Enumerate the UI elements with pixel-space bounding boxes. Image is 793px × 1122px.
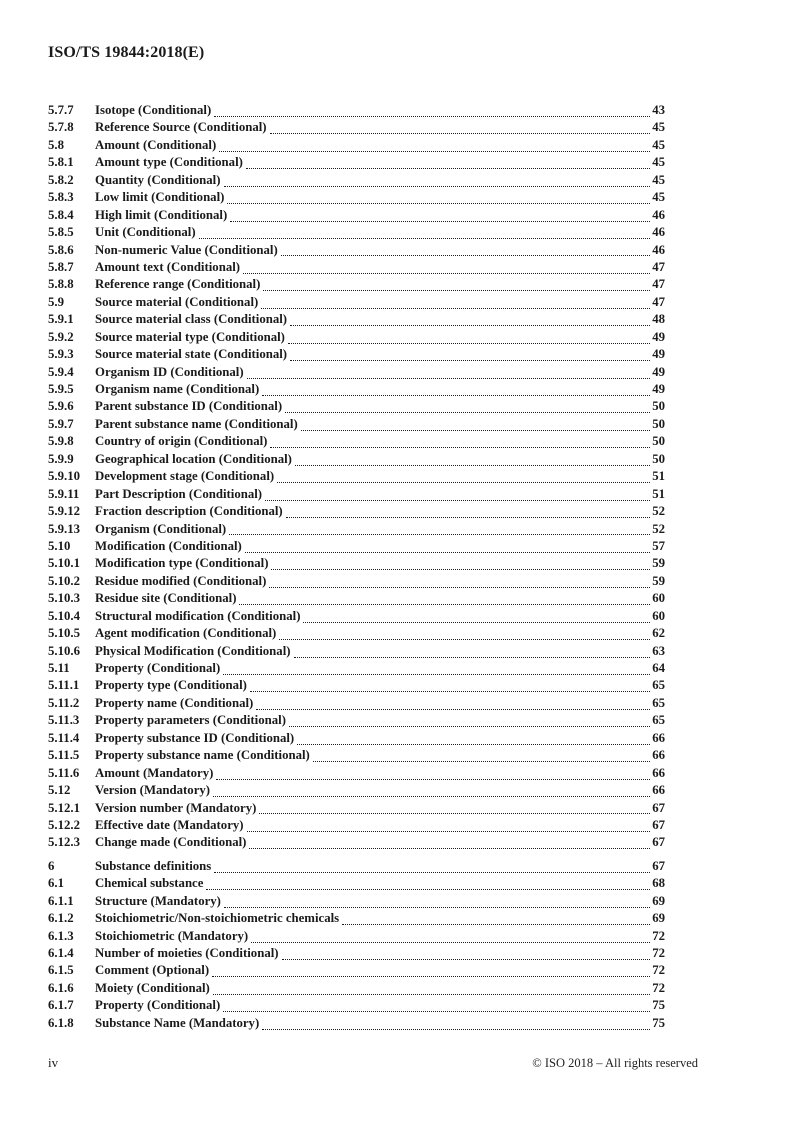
toc-entry-title: Change made (Conditional) [95, 835, 247, 850]
document-header-title: ISO/TS 19844:2018(E) [48, 44, 205, 61]
toc-entry-title: Development stage (Conditional) [95, 469, 275, 484]
dot-leader [290, 325, 650, 326]
toc-entry [48, 469, 665, 486]
toc-entry-number: 5.9.6 [48, 399, 74, 414]
toc-entry-title: Reference Source (Conditional) [95, 120, 267, 135]
dot-leader [313, 761, 650, 762]
dot-leader [212, 976, 650, 977]
toc-entry [48, 120, 665, 137]
toc-entry-title: Stoichiometric (Mandatory) [95, 928, 249, 943]
toc-entry-number: 5.11.5 [48, 748, 80, 763]
dot-leader [269, 587, 650, 588]
toc-entry-number: 5.11.3 [48, 713, 80, 728]
toc-entry [48, 138, 665, 155]
toc-entry-number: 5.8.7 [48, 259, 74, 274]
toc-entry-number: 6.1.5 [48, 963, 74, 978]
toc-entry-title: Amount (Mandatory) [95, 765, 214, 780]
toc-entry-page: 72 [652, 928, 665, 943]
toc-entry-number: 5.9.7 [48, 416, 74, 431]
toc-entry-page: 52 [652, 504, 665, 519]
toc-entry-number: 5.10.1 [48, 556, 80, 571]
toc-entry-title: Substance Name (Mandatory) [95, 1015, 260, 1030]
toc-entry-page: 45 [652, 190, 665, 205]
toc-entry [48, 591, 665, 608]
toc-entry-number: 5.10.2 [48, 573, 80, 588]
dot-leader [285, 412, 650, 413]
toc-entry-title: Comment (Optional) [95, 963, 210, 978]
dot-leader [247, 378, 651, 379]
dot-leader [256, 709, 650, 710]
toc-entry-number: 5.8.6 [48, 242, 74, 257]
toc-entry [48, 434, 665, 451]
toc-entry-title: Source material class (Conditional) [95, 312, 288, 327]
toc-entry-page: 59 [652, 573, 665, 588]
toc-entry-title: Residue site (Conditional) [95, 591, 237, 606]
toc-entry-title: Modification type (Conditional) [95, 556, 269, 571]
toc-entry-number: 5.10.4 [48, 608, 80, 623]
toc-entry-number: 5.9.11 [48, 486, 80, 501]
toc-entry-page: 57 [652, 538, 665, 553]
toc-entry-page: 62 [652, 626, 665, 641]
toc-entry [48, 911, 665, 928]
toc-entry-page: 45 [652, 120, 665, 135]
toc-entry-page: 46 [652, 207, 665, 222]
toc-entry-title: Source material type (Conditional) [95, 329, 285, 344]
toc-entry-page: 46 [652, 242, 665, 257]
toc-entry [48, 417, 665, 434]
toc-entry-page: 50 [652, 451, 665, 466]
toc-entry-title: Physical Modification (Conditional) [95, 643, 291, 658]
toc-entry [48, 103, 665, 120]
toc-entry-page: 67 [652, 858, 665, 873]
toc-entry-number: 5.11.2 [48, 695, 80, 710]
toc-entry-number: 6 [48, 858, 55, 873]
toc-entry-number: 5.8.4 [48, 207, 74, 222]
toc-entry-number: 6.1.4 [48, 946, 74, 960]
table-of-contents [48, 103, 665, 1033]
toc-entry-page: 50 [652, 416, 665, 431]
dot-leader [223, 1011, 650, 1012]
toc-entry-number: 5.8.2 [48, 172, 74, 187]
toc-entry-title: Property substance name (Conditional) [95, 748, 310, 763]
dot-leader [230, 221, 650, 222]
dot-leader [213, 994, 650, 995]
toc-entry-title: Amount (Conditional) [95, 137, 217, 152]
dot-leader [249, 848, 650, 849]
toc-entry [48, 713, 665, 730]
toc-entry-page: 72 [652, 946, 665, 960]
toc-entry-page: 63 [652, 643, 665, 658]
toc-entry [48, 1016, 665, 1033]
toc-entry-page: 65 [652, 678, 665, 693]
toc-entry-page: 51 [652, 469, 665, 484]
dot-leader [277, 482, 650, 483]
dot-leader [247, 831, 651, 832]
toc-entry-number: 6.1 [48, 876, 64, 891]
toc-entry-title: Substance definitions [95, 858, 212, 873]
toc-entry-page: 51 [652, 486, 665, 501]
toc-entry-number: 5.12 [48, 783, 71, 798]
dot-leader [223, 674, 650, 675]
dot-leader [259, 813, 650, 814]
toc-entry-title: Version number (Mandatory) [95, 800, 257, 815]
dot-leader [303, 622, 650, 623]
toc-entry-page: 46 [652, 225, 665, 240]
toc-entry-title: Source material state (Conditional) [95, 347, 288, 362]
toc-entry-page: 59 [652, 556, 665, 571]
toc-entry-number: 5.10.5 [48, 626, 80, 641]
toc-entry-number: 5.9.1 [48, 312, 74, 327]
toc-entry-number: 5.8.8 [48, 277, 74, 292]
toc-entry-page: 66 [652, 783, 665, 798]
toc-entry-number: 5.10.6 [48, 643, 80, 658]
toc-entry-page: 66 [652, 730, 665, 745]
dot-leader [271, 569, 650, 570]
toc-entry-title: Organism ID (Conditional) [95, 364, 244, 379]
toc-entry-page: 45 [652, 155, 665, 170]
toc-entry [48, 539, 665, 556]
toc-entry-number: 5.9.4 [48, 364, 74, 379]
dot-leader [270, 447, 650, 448]
dot-leader [289, 726, 650, 727]
dot-leader [214, 116, 650, 117]
toc-entry-number: 5.12.1 [48, 800, 80, 815]
toc-entry-number: 5.10.3 [48, 591, 80, 606]
toc-entry-page: 60 [652, 608, 665, 623]
toc-entry-page: 49 [652, 329, 665, 344]
toc-entry [48, 929, 665, 946]
toc-entry-number: 5.9.2 [48, 329, 74, 344]
toc-entry-number: 6.1.3 [48, 928, 74, 943]
toc-entry-title: Chemical substance [95, 876, 204, 891]
toc-entry-number: 6.1.8 [48, 1015, 74, 1030]
toc-entry-title: Version (Mandatory) [95, 783, 211, 798]
toc-entry-number: 5.10 [48, 538, 71, 553]
toc-entry [48, 946, 665, 963]
toc-entry [48, 661, 665, 678]
toc-entry-page: 47 [652, 294, 665, 309]
dot-leader [251, 942, 650, 943]
toc-entry [48, 243, 665, 260]
toc-entry-number: 5.9 [48, 294, 64, 309]
toc-entry-page: 65 [652, 695, 665, 710]
toc-entry-number: 5.9.9 [48, 451, 74, 466]
toc-entry-title: Geographical location (Conditional) [95, 451, 292, 466]
toc-entry-title: Amount type (Conditional) [95, 155, 243, 170]
toc-entry [48, 574, 665, 591]
toc-entry [48, 173, 665, 190]
toc-section [48, 859, 665, 1033]
toc-entry-page: 49 [652, 347, 665, 362]
toc-entry-title: Property name (Conditional) [95, 695, 254, 710]
toc-entry [48, 260, 665, 277]
toc-entry [48, 748, 665, 765]
toc-entry-page: 50 [652, 399, 665, 414]
toc-entry-title: Amount text (Conditional) [95, 259, 241, 274]
toc-entry [48, 365, 665, 382]
dot-leader [243, 273, 650, 274]
toc-entry-page: 75 [652, 1015, 665, 1030]
toc-entry-title: Agent modification (Conditional) [95, 626, 277, 641]
toc-entry-page: 50 [652, 434, 665, 449]
toc-entry-page: 72 [652, 980, 665, 995]
toc-entry-title: Unit (Conditional) [95, 225, 196, 240]
toc-entry-title: Reference range (Conditional) [95, 277, 261, 292]
toc-entry-title: Property parameters (Conditional) [95, 713, 286, 728]
toc-entry-title: Parent substance ID (Conditional) [95, 399, 283, 414]
toc-entry-page: 67 [652, 835, 665, 850]
toc-entry-title: Parent substance name (Conditional) [95, 416, 298, 431]
toc-entry-number: 5.11 [48, 661, 70, 675]
toc-entry [48, 556, 665, 573]
toc-entry-page: 45 [652, 137, 665, 152]
toc-entry [48, 190, 665, 207]
toc-entry-number: 5.8.1 [48, 155, 74, 170]
toc-entry-page: 75 [652, 998, 665, 1013]
toc-entry-number: 5.11.6 [48, 765, 80, 780]
toc-entry-page: 60 [652, 591, 665, 606]
dot-leader [265, 500, 650, 501]
dot-leader [270, 133, 651, 134]
toc-entry-number: 5.12.2 [48, 817, 80, 832]
toc-entry [48, 225, 665, 242]
toc-entry [48, 644, 665, 661]
toc-entry-number: 6.1.7 [48, 998, 74, 1013]
dot-leader [227, 203, 650, 204]
toc-entry-title: Modification (Conditional) [95, 538, 242, 553]
dot-leader [261, 308, 650, 309]
toc-entry-number: 5.8.3 [48, 190, 74, 205]
toc-entry-page: 69 [652, 911, 665, 926]
toc-entry-title: Property (Conditional) [95, 998, 221, 1013]
toc-entry-page: 67 [652, 800, 665, 815]
toc-entry-number: 6.1.2 [48, 911, 74, 926]
dot-leader [262, 1029, 650, 1030]
toc-entry [48, 859, 665, 876]
toc-entry [48, 155, 665, 172]
toc-entry-title: Property type (Conditional) [95, 678, 247, 693]
toc-entry [48, 835, 665, 852]
dot-leader [214, 872, 650, 873]
dot-leader [245, 552, 650, 553]
toc-entry [48, 522, 665, 539]
toc-entry-title: Fraction description (Conditional) [95, 504, 283, 519]
toc-entry-title: Effective date (Mandatory) [95, 817, 244, 832]
toc-entry-page: 69 [652, 893, 665, 908]
toc-entry-number: 5.9.10 [48, 469, 80, 484]
dot-leader [219, 151, 650, 152]
toc-entry-page: 67 [652, 817, 665, 832]
dot-leader [263, 290, 650, 291]
toc-entry [48, 783, 665, 800]
toc-entry-page: 72 [652, 963, 665, 978]
toc-entry-page: 48 [652, 312, 665, 327]
toc-entry [48, 312, 665, 329]
toc-entry-title: Low limit (Conditional) [95, 190, 225, 205]
dot-leader [216, 779, 650, 780]
dot-leader [288, 343, 650, 344]
toc-entry-number: 6.1.6 [48, 980, 74, 995]
toc-entry-page: 52 [652, 521, 665, 536]
dot-leader [342, 924, 650, 925]
toc-entry-page: 45 [652, 172, 665, 187]
toc-entry-title: Structure (Mandatory) [95, 893, 221, 908]
toc-entry [48, 963, 665, 980]
toc-entry-number: 5.11.4 [48, 730, 80, 745]
toc-entry [48, 330, 665, 347]
toc-entry-title: Country of origin (Conditional) [95, 434, 268, 449]
toc-entry [48, 876, 665, 893]
toc-entry [48, 998, 665, 1015]
toc-entry-page: 49 [652, 364, 665, 379]
toc-entry-title: Property (Conditional) [95, 661, 221, 675]
footer-page-number: iv [48, 1055, 59, 1070]
toc-entry [48, 894, 665, 911]
toc-entry [48, 801, 665, 818]
toc-entry-number: 5.11.1 [48, 678, 80, 693]
dot-leader [282, 959, 651, 960]
toc-entry-title: High limit (Conditional) [95, 207, 228, 222]
dot-leader [229, 534, 650, 535]
toc-entry [48, 731, 665, 748]
dot-leader [290, 360, 650, 361]
toc-entry [48, 818, 665, 835]
toc-entry [48, 382, 665, 399]
toc-entry-number: 6.1.1 [48, 893, 74, 908]
toc-entry-page: 47 [652, 259, 665, 274]
dot-leader [295, 465, 650, 466]
toc-entry-title: Quantity (Conditional) [95, 172, 221, 187]
dot-leader [250, 691, 650, 692]
toc-entry-number: 5.8 [48, 137, 64, 152]
toc-entry-number: 5.9.8 [48, 434, 74, 449]
dot-leader [239, 604, 650, 605]
toc-entry [48, 295, 665, 312]
dot-leader [206, 889, 650, 890]
toc-entry [48, 696, 665, 713]
toc-entry-title: Organism (Conditional) [95, 521, 227, 536]
toc-section [48, 103, 665, 853]
toc-entry-number: 5.9.3 [48, 347, 74, 362]
dot-leader [199, 238, 651, 239]
toc-entry-title: Number of moieties (Conditional) [95, 946, 279, 960]
toc-entry [48, 609, 665, 626]
toc-entry-number: 5.9.5 [48, 382, 74, 396]
toc-entry-title: Moiety (Conditional) [95, 980, 210, 995]
toc-entry-page: 66 [652, 765, 665, 780]
toc-entry [48, 208, 665, 225]
toc-entry-number: 5.7.7 [48, 103, 74, 117]
toc-entry [48, 277, 665, 294]
dot-leader [262, 395, 650, 396]
toc-entry-number: 5.7.8 [48, 120, 74, 135]
toc-entry [48, 399, 665, 416]
toc-entry-title: Structural modification (Conditional) [95, 608, 301, 623]
toc-entry-page: 49 [652, 382, 665, 396]
toc-entry-number: 5.9.13 [48, 521, 80, 536]
dot-leader [279, 639, 650, 640]
toc-entry-title: Stoichiometric/Non-stoichiometric chemicals [95, 911, 340, 926]
toc-entry-page: 65 [652, 713, 665, 728]
toc-entry-title: Property substance ID (Conditional) [95, 730, 295, 745]
toc-entry [48, 981, 665, 998]
toc-entry [48, 678, 665, 695]
toc-entry-title: Isotope (Conditional) [95, 103, 212, 117]
toc-entry-title: Residue modified (Conditional) [95, 573, 267, 588]
dot-leader [281, 255, 650, 256]
dot-leader [294, 657, 651, 658]
toc-entry-number: 5.8.5 [48, 225, 74, 240]
dot-leader [301, 430, 650, 431]
toc-entry [48, 766, 665, 783]
footer-copyright: © ISO 2018 – All rights reserved [532, 1056, 698, 1070]
toc-entry-title: Non-numeric Value (Conditional) [95, 242, 278, 257]
toc-entry [48, 626, 665, 643]
toc-entry-page: 64 [652, 661, 665, 675]
toc-entry-title: Source material (Conditional) [95, 294, 259, 309]
toc-entry-page: 43 [652, 103, 665, 117]
toc-entry-number: 5.12.3 [48, 835, 80, 850]
toc-entry [48, 504, 665, 521]
dot-leader [224, 186, 651, 187]
toc-entry-number: 5.9.12 [48, 504, 80, 519]
toc-entry [48, 347, 665, 364]
toc-entry-title: Organism name (Conditional) [95, 382, 260, 396]
toc-entry-page: 66 [652, 748, 665, 763]
dot-leader [297, 744, 650, 745]
toc-entry-title: Part Description (Conditional) [95, 486, 263, 501]
dot-leader [246, 168, 650, 169]
toc-entry-page: 68 [652, 876, 665, 891]
toc-entry [48, 487, 665, 504]
dot-leader [286, 517, 651, 518]
dot-leader [224, 907, 650, 908]
toc-entry [48, 452, 665, 469]
toc-entry-page: 47 [652, 277, 665, 292]
dot-leader [213, 796, 650, 797]
